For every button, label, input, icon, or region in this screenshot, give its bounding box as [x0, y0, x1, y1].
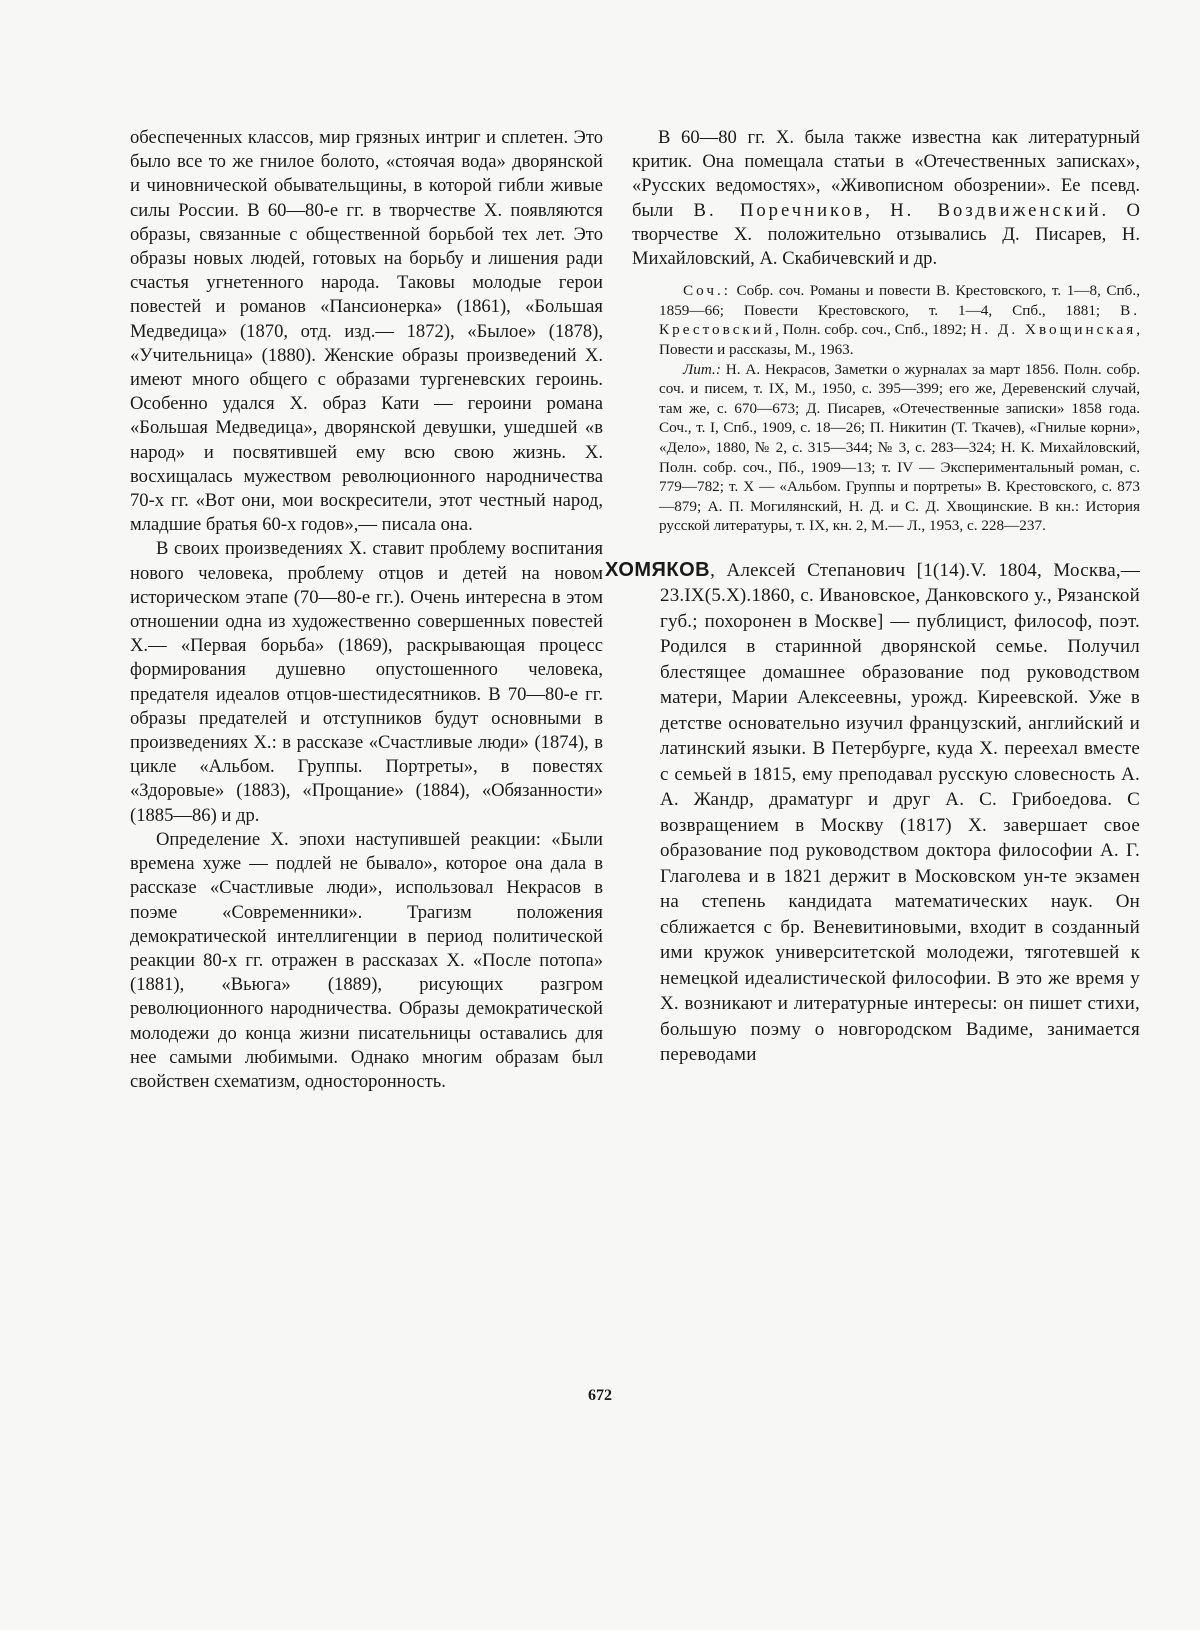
left-column	[130, 126, 603, 1094]
entry-headword: ХОМЯКОВ	[605, 558, 711, 581]
works-list	[659, 281, 1140, 359]
works-name-2: Н. Д. Хвощинская	[970, 321, 1137, 339]
right-paragraph-1-text-a: В 60—80 гг. Х. была также известна как литературный критик. Она помещала статьи в «Отечественных записках», «Русских ведомостях», «Живописном обозрении». Ее псевд. были	[632, 127, 1140, 221]
pseudonym-2: Н. Воздвиженский	[890, 199, 1102, 221]
works-name-1: В. Крестовский	[659, 301, 1140, 339]
encyclopedia-entry	[605, 558, 1140, 1068]
pseudonym-1: В. Поречников	[693, 199, 866, 221]
right-paragraph-1	[632, 126, 1140, 271]
right-column	[605, 126, 1140, 1068]
left-paragraph-3: Определение Х. эпохи наступившей реакции: «Были времена хуже — подлей не бывало», которое она дала в рассказе «Счастливые люди», использовал Некрасов в поэме «Современники». Трагизм положения демократической интеллигенции в период политической реакции 80-х гг. отражен в рассказах Х. «После потопа» (1881), «Вьюга» (1889), рисующих разгром революционного народничества. Образы демократической молодежи до конца жизни писательницы оставались для нее самыми любимыми. Однако многим образам был свойствен схематизм, односторонность.	[130, 828, 603, 1092]
right-paragraph-1-text-c: . О творчестве Х. положительно отзывались Д. Писарев, Н. Михайловский, А. Скабичевский и др.	[632, 199, 1140, 270]
works-text-a: Собр. соч. Романы и повести В. Крестовского, т. 1—8, Спб., 1859—66; Повести Крестовского, т. 1—4, Спб., 1881;	[659, 282, 1140, 319]
works-label: Соч.:	[683, 282, 731, 300]
left-paragraph-2: В своих произведениях Х. ставит проблему воспитания нового человека, проблему отцов и детей на новом историческом этапе (70—80-е гг.). Очень интересна в этом отношении одна из художественно совершенных повестей Х.— «Первая борьба» (1869), раскрывающая процесс формирования душевно опустошенного человека, предателя идеалов отцов-шестидесятников. В 70—80-е гг. образы предателей и отступников будут основными в произведениях Х.: в рассказе «Счастливые люди» (1874), в цикле «Альбом. Группы. Портреты», в повестях «Здоровые» (1883), «Прощание» (1884), «Обязанности» (1885—86) и др.	[130, 538, 603, 826]
entry-text: , Алексей Степанович [1(14).V. 1804, Москва,— 23.IX(5.X).1860, с. Ивановское, Данковского у., Рязанской губ.; похоронен в Москве] — публицист, философ, поэт. Родился в старинной дворянской семье. Получил блестящее домашнее образование под руководством матери, Марии Алексеевны, урожд. Киреевской. Уже в детстве основательно изучил французский, английский и латинский языки. В Петербурге, куда Х. переехал вместе с семьей в 1815, ему преподавал русскую словесность А. А. Жандр, драматург и друг А. С. Грибоедова. С возвращением в Москву (1817) Х. завершает свое образование под руководством доктора философии А. Г. Глаголева и в 1821 держит в Московском ун-те экзамен на степень кандидата математических наук. Он сближается с бр. Веневитиновыми, входит в созданный ими кружок университетской молодежи, тяготевшей к немецкой идеалистической философии. В это же время у Х. возникают и литературные интересы: он пишет стихи, большую поэму о новгородском Вадиме, занимается переводами	[660, 559, 1140, 1066]
works-text-c: , Повести и рассказы, М., 1963.	[659, 321, 1140, 358]
literature-label: Лит.:	[683, 360, 721, 378]
literature-list	[659, 360, 1140, 536]
literature-text: Н. А. Некрасов, Заметки о журналах за март 1856. Полн. собр. соч. и писем, т. IX, М., 1950, с. 395—399; его же, Деревенский случай, там же, с. 670—673; Д. Писарев, «Отечественные записки» 1858 года. Соч., т. I, Спб., 1909, с. 18—26; П. Никитин (Т. Ткачев), «Гнилые корни», «Дело», 1880, № 2, с. 315—344; № 3, с. 283—324; Н. К. Михайловский, Полн. собр. соч., Пб., 1909—13; т. IV — Экспериментальный роман, с. 779—782; т. Х — «Альбом. Группы и портреты» В. Крестовского, с. 873—879; А. П. Могилянский, Н. Д. и С. Д. Хвощинские. В кн.: История русской литературы, т. IX, кн. 2, М.— Л., 1953, с. 228—237.	[659, 360, 1140, 535]
left-paragraph-1: обеспеченных классов, мир грязных интриг и сплетен. Это было все то же гнилое болото, «стоячая вода» дворянской и чиновнической обывательщины, в которой гибли живые силы России. В 60—80-е гг. в творчестве Х. появляются образы, связанные с общественной борьбой тех лет. Это образы новых людей, готовых на борьбу и лишения ради счастья угнетенного народа. Таковы молодые герои повестей и романов «Пансионерка» (1861), «Большая Медведица» (1870, отд. изд.— 1872), «Былое» (1878), «Учительница» (1880). Женские образы произведений Х. имеют много общего с образами тургеневских героинь. Особенно удался Х. образ Кати — героини романа «Большая Медведица», дворянской девушки, ушедшей «в народ» и посвятившей ему всю свою жизнь. Х. восхищалась мужеством революционного народничества 70-х гг. «Вот они, мои воскресители, этот честный народ, младшие братья 60-х годов»,— писала она.	[130, 127, 603, 536]
references-block	[659, 281, 1140, 536]
works-text-b: , Полн. собр. соч., Спб., 1892;	[775, 321, 971, 339]
page-number: 672	[588, 1387, 612, 1404]
right-paragraph-1-text-b: ,	[865, 199, 891, 221]
